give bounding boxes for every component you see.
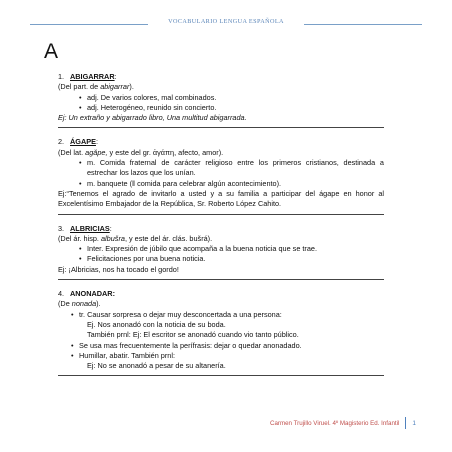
headword-colon: : xyxy=(95,137,98,147)
etymology xyxy=(58,234,384,244)
etymology xyxy=(58,82,384,92)
headword-colon: : xyxy=(109,223,112,233)
example: Ej:“Tenemos el agrado de invitarlo a usted y a su familia a participar del ágape en honor al Excelentísimo Embajador de la República, Sr. Roberto López Cahito. xyxy=(58,188,384,209)
etymology xyxy=(58,148,384,158)
definition-item: • Felicitaciones por una buena noticia. xyxy=(58,254,384,264)
entry-headword xyxy=(58,224,384,234)
etymology-italic: agăpe, xyxy=(85,147,108,157)
etymology-text: (Del ár. hisp. xyxy=(58,233,101,243)
section-letter: A xyxy=(44,40,59,63)
entries xyxy=(58,72,384,385)
example: Ej: No se anonadó a pesar de su altanería. xyxy=(87,361,226,371)
page-number: 1 xyxy=(412,419,416,427)
headword: ÁGAPE xyxy=(70,137,96,147)
definition-list xyxy=(58,93,384,114)
footer-author: Carmen Trujillo Viruel. 4º Magisterio Ed. Infantil xyxy=(269,419,400,427)
entry-number: 4. xyxy=(58,289,65,299)
example: También prnl: Ej: El escritor se anonadó cuando vio tanto público. xyxy=(87,330,299,340)
etymology-italic: nonada xyxy=(71,299,97,309)
etymology xyxy=(58,299,384,309)
etymology-text: (De xyxy=(58,299,72,309)
entry-number: 3. xyxy=(58,223,65,233)
etymology-italic: albušra xyxy=(101,233,125,243)
headword: ALBRICIAS xyxy=(70,223,110,233)
etymology-text-end: , y este del ár. clás. bušrá). xyxy=(124,233,213,243)
definition-list xyxy=(58,158,384,189)
definition-item: • Humillar, abatir. También prnl: xyxy=(58,351,384,361)
entry-number: 2. xyxy=(58,137,65,147)
etymology-text-end: ). xyxy=(129,82,134,92)
definition-item: • adj. De varios colores, mal combinados. xyxy=(58,93,384,103)
etymology-text: (Del part. de xyxy=(58,82,101,92)
headword: ANONADAR: xyxy=(70,289,115,299)
header-title: VOCABULARIO LENGUA ESPAÑOLA xyxy=(168,18,284,25)
headword-colon: : xyxy=(114,72,117,81)
example: Ej: Un extraño y abigarrado libro, Una multitud abigarrada. xyxy=(58,113,247,123)
definition-list xyxy=(58,244,384,265)
definition-item: • tr. Causar sorpresa o dejar muy desconcertada a una persona: xyxy=(58,310,384,320)
entry-headword xyxy=(58,289,384,299)
definition-item: • adj. Heterogéneo, reunido sin concierto. xyxy=(58,103,384,113)
entry-anonadar xyxy=(58,289,384,376)
header-rule-right xyxy=(304,24,422,25)
etymology-text-end: y este del gr. ἀγάπη, afecto, amor). xyxy=(107,147,224,157)
definition-list xyxy=(58,341,384,362)
example: Ej. Nos anonadó con la noticia de su boda. xyxy=(87,319,226,329)
headword: ABIGARRAR xyxy=(70,72,115,81)
entry-abigarrar xyxy=(58,72,384,128)
example: Ej: ¡Albricias, nos ha tocado el gordo! xyxy=(58,264,179,274)
etymology-italic: abigarrar xyxy=(100,82,130,92)
definition-item: • Inter. Expresión de júbilo que acompaña a la buena noticia que se trae. xyxy=(58,244,384,254)
entry-headword xyxy=(58,72,384,82)
etymology-text-end: ). xyxy=(96,299,101,309)
page-footer xyxy=(270,417,416,429)
entry-agape xyxy=(58,137,384,214)
entry-headword xyxy=(58,137,384,147)
definition-item: • m. Comida fraternal de carácter religioso entre los primeros cristianos, destinada a estrechar los lazos que los unían. xyxy=(58,158,384,179)
definition-item: • Se usa mas frecuentemente la perífrasis: dejar o quedar anonadado. xyxy=(58,341,384,351)
entry-number: 1. xyxy=(58,72,65,81)
entry-albricias xyxy=(58,224,384,280)
definition-item: • m. banquete (‖ comida para celebrar algún acontecimiento). xyxy=(58,179,384,189)
page-header xyxy=(30,18,422,28)
definition-list xyxy=(58,310,384,320)
etymology-text: (Del lat. xyxy=(58,147,86,157)
footer-divider xyxy=(405,417,406,429)
